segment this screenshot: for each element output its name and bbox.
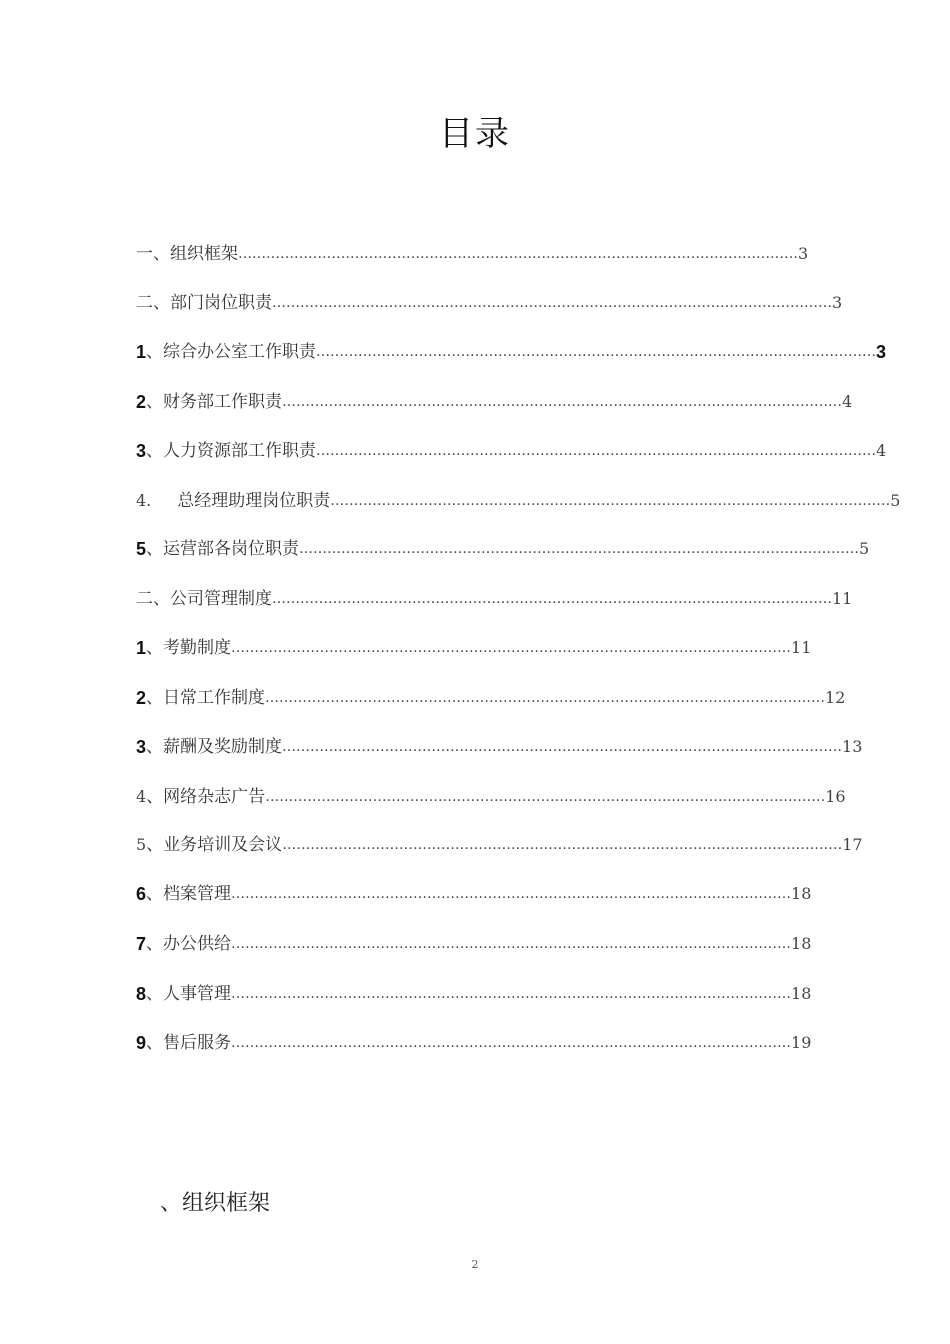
toc-entry-number: 7 [136,934,147,954]
toc-entry-number: 9 [136,1033,147,1053]
toc-entry-number: 5 [136,539,147,559]
toc-leader-dots: ………………………………………………………………………………………………………… [316,344,877,360]
toc-entry[interactable] [136,979,812,1009]
toc-entry-number: 8 [136,984,147,1004]
toc-page-number: 19 [791,1033,812,1052]
toc-entry-text: 、财务部工作职责 [146,392,283,412]
toc-page-number: 18 [791,984,812,1003]
toc-entry-number: 4 [136,787,147,806]
toc-entry[interactable] [136,633,812,663]
toc-leader-dots: ………………………………………………………………………………………………………… [231,1035,792,1051]
toc-entry-text: 、业务培训及会议 [146,835,283,855]
toc-entry[interactable] [136,732,863,762]
toc-entry[interactable] [136,929,812,959]
page-footer-number: 2 [471,1258,479,1271]
toc-entry-number: 6 [136,884,147,904]
toc-entry-text: 、售后服务 [146,1033,232,1053]
page-title: 目录 [439,114,511,154]
toc-entry-number: 1 [136,638,147,658]
toc-page-number: 18 [791,934,812,953]
toc-entry[interactable] [136,534,870,564]
toc-entry-text: 、人力资源部工作职责 [146,441,317,461]
toc-page-number: 4 [876,441,887,460]
toc-entry[interactable] [136,830,863,860]
toc-leader-dots: ………………………………………………………………………………………………………… [238,246,798,262]
toc-leader-dots: ………………………………………………………………………………………………………… [272,295,832,311]
toc-leader-dots: ………………………………………………………………………………………………………… [265,789,826,805]
toc-entry[interactable] [136,584,853,614]
toc-leader-dots: ………………………………………………………………………………………………………… [231,936,792,952]
toc-entry-text: 、办公供给 [146,934,232,954]
toc-page-number: 3 [798,244,809,263]
toc-entry[interactable] [136,436,887,466]
toc-entry-text: 、网络杂志广告 [146,787,266,807]
toc-leader-dots: ………………………………………………………………………………………………………… [330,493,891,509]
toc-page-number: 3 [832,293,843,312]
toc-entry-text: 、日常工作制度 [146,688,266,708]
toc-entry-number: 2 [136,392,147,412]
toc-leader-dots: ………………………………………………………………………………………………………… [282,394,843,410]
toc-leader-dots: ………………………………………………………………………………………………………… [231,986,792,1002]
toc-entry-number: 3 [136,441,147,461]
toc-page-number: 4 [842,392,853,411]
toc-entry-number: 5 [136,835,147,854]
toc-entry-text: 总经理助理岗位职责 [177,491,331,511]
toc-page-number: 3 [876,342,887,362]
toc-page-number: 17 [842,835,863,854]
toc-entry-text: 一、组织框架 [136,244,238,264]
toc-entry[interactable] [136,683,846,713]
toc-entry[interactable] [136,879,812,909]
toc-leader-dots: ………………………………………………………………………………………………………… [282,837,843,853]
toc-leader-dots: ………………………………………………………………………………………………………… [265,690,826,706]
toc-entry[interactable] [136,782,846,812]
toc-entry[interactable] [136,1028,812,1058]
toc-entry[interactable] [136,387,853,417]
toc-entry-text: 二、公司管理制度 [136,589,272,609]
toc-entry-text: 、薪酬及奖励制度 [146,737,283,757]
toc-leader-dots: ………………………………………………………………………………………………………… [231,640,792,656]
toc-page-number: 5 [859,539,870,558]
toc-page-number: 16 [825,787,846,806]
toc-entry-text: 、人事管理 [146,984,232,1004]
toc-entry-text: 、综合办公室工作职责 [146,342,317,362]
toc-entry[interactable] [136,337,887,367]
toc-leader-dots: ………………………………………………………………………………………………………… [272,591,832,607]
toc-entry-number: 4. [136,491,152,510]
toc-page-number: 12 [825,688,846,707]
toc-entry-number: 3 [136,737,147,757]
toc-leader-dots: ………………………………………………………………………………………………………… [231,886,792,902]
toc-page-number: 5 [890,491,901,510]
toc-entry[interactable] [136,288,843,318]
toc-page-number: 11 [832,589,853,608]
toc-entry-text: 二、部门岗位职责 [136,293,272,313]
toc-entry-text: 、运营部各岗位职责 [146,539,300,559]
toc-entry-text: 、考勤制度 [146,638,232,658]
section-heading: 、组织框架 [160,1191,271,1216]
toc-entry-number: 1 [136,342,147,362]
toc-page-number: 18 [791,884,812,903]
toc-leader-dots: ………………………………………………………………………………………………………… [316,443,877,459]
toc-page-number: 13 [842,737,863,756]
toc-entry[interactable] [136,239,809,269]
toc-leader-dots: ………………………………………………………………………………………………………… [282,739,843,755]
toc-page-number: 11 [791,638,812,657]
toc-entry-number: 2 [136,688,147,708]
toc-entry-text: 、档案管理 [146,884,232,904]
toc-entry[interactable] [136,486,901,516]
toc-leader-dots: ………………………………………………………………………………………………………… [299,541,860,557]
